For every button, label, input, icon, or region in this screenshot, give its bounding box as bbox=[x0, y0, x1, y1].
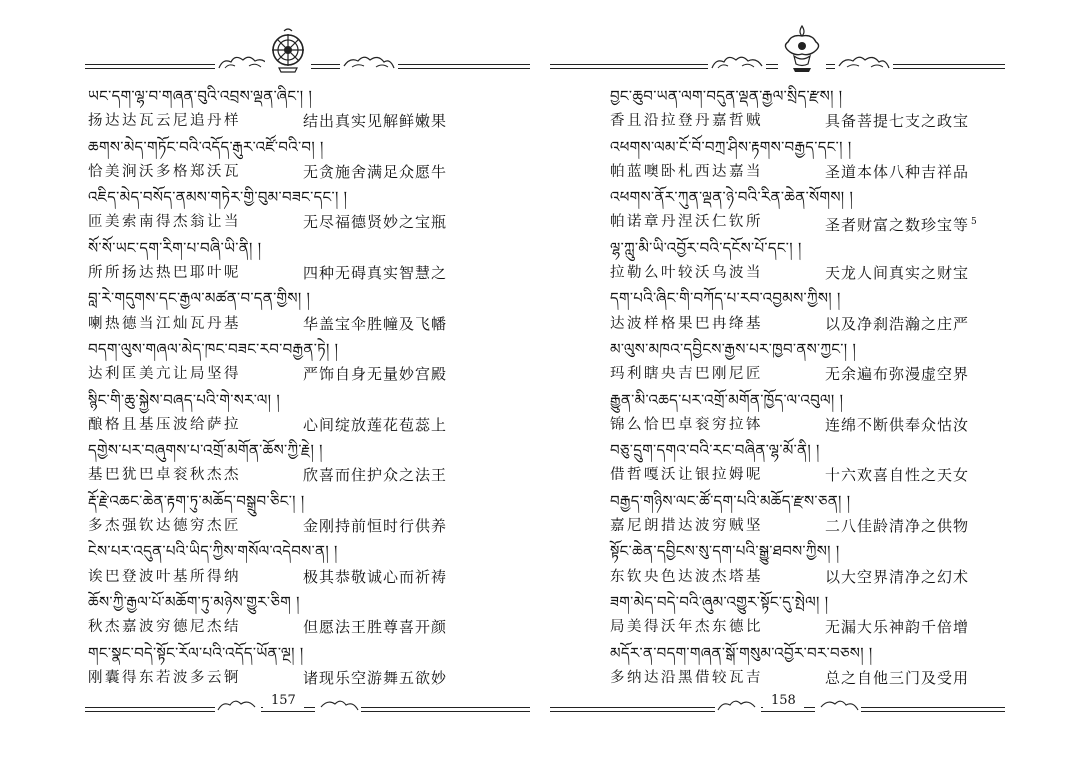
chinese-line bbox=[610, 666, 1050, 691]
translation: 总之自他三门及受用 bbox=[825, 668, 970, 687]
transliteration: 借哲嘎沃让银拉姆呢 bbox=[610, 467, 763, 484]
tibetan-line: ཟག་མེད་བདེ་བའི་ཞུམ་འགྱུར་སྟོང་དུ་སྤེལ། ། bbox=[610, 592, 829, 611]
transliteration: 刚囊得东若波多云锕 bbox=[88, 669, 241, 686]
translation: 心间绽放莲花苞蕊上 bbox=[303, 415, 448, 434]
tibetan-line: འཕགས་ལམ་ངོ་བོ་བཀྲ་ཤིས་རྟགས་བརྒྱད་དང་། ། bbox=[610, 137, 852, 156]
chinese-line bbox=[88, 261, 528, 286]
translation: 四种无碍真实智慧之 bbox=[303, 264, 448, 283]
chinese-line bbox=[88, 463, 528, 488]
translation: 无贪施舍满足众愿牛 bbox=[303, 162, 448, 181]
cloud-scroll-icon bbox=[835, 52, 893, 74]
chinese-line bbox=[88, 109, 528, 134]
cloud-scroll-icon bbox=[715, 695, 761, 717]
transliteration: 秋杰嘉波穷德尼杰结 bbox=[88, 619, 241, 636]
transliteration: 酿格且基压波给萨拉 bbox=[88, 416, 241, 433]
chinese-line bbox=[88, 362, 528, 387]
chinese-line bbox=[610, 312, 1050, 337]
chinese-line bbox=[88, 312, 528, 337]
translation: 极其恭敬诚心而祈祷 bbox=[303, 567, 448, 586]
translation: 诸现乐空游舞五欲妙 bbox=[303, 668, 448, 687]
translation bbox=[825, 210, 978, 238]
transliteration: 恰美涧沃多格郑沃瓦 bbox=[88, 163, 241, 180]
chinese-line bbox=[610, 514, 1050, 539]
dharma-wheel-emblem-icon bbox=[265, 28, 311, 74]
transliteration: 帕诺章丹涅沃仁钦所 bbox=[610, 214, 763, 231]
transliteration: 嘉尼朗措达波穷贼坚 bbox=[610, 518, 763, 535]
tibetan-line: དགྱེས་པར་བཞུགས་པ་འགྲོ་མགོན་ཆོས་ཀྱི་རྗེ། ། bbox=[88, 441, 323, 460]
translation: 无尽福德贤妙之宝瓶 bbox=[303, 213, 448, 232]
transliteration: 帕蓝噢卧札西达嘉当 bbox=[610, 163, 763, 180]
chinese-line bbox=[610, 109, 1050, 134]
tibetan-line: མ་ལུས་མཁའ་དབྱིངས་རྒྱས་པར་ཁྱབ་ནས་ཀྱང་། ། bbox=[610, 339, 857, 358]
translation: 以大空界清净之幻术 bbox=[825, 567, 970, 586]
tibetan-line: འཇིད་མེད་བསོད་ནམས་གཏེར་གྱི་བུམ་བཟང་དང་། ། bbox=[88, 188, 348, 207]
chinese-line bbox=[610, 160, 1050, 185]
transliteration: 局美得沃年杰东德比 bbox=[610, 619, 763, 636]
transliteration: 多纳达沿黑借较瓦吉 bbox=[610, 669, 763, 686]
right-page bbox=[540, 0, 1080, 740]
tibetan-line: སྙིང་གི་ཆུ་སྐྱེས་བཞད་པའི་གེ་སར་ལ། ། bbox=[88, 390, 280, 409]
translation: 无漏大乐神韵千倍增 bbox=[825, 618, 970, 637]
transliteration: 诶巴登波叶基所得纳 bbox=[88, 568, 241, 585]
translation: 金刚持前恒时行供养 bbox=[303, 517, 448, 536]
transliteration: 多杰强钦达德穷杰匠 bbox=[88, 518, 241, 535]
transliteration: 达波样格果巴冉绛基 bbox=[610, 315, 763, 332]
translation: 结出真实见解鲜嫩果 bbox=[303, 112, 448, 131]
chinese-line bbox=[610, 565, 1050, 590]
treasure-vase-emblem-icon bbox=[778, 24, 826, 74]
cloud-scroll-icon bbox=[215, 695, 261, 717]
tibetan-line: ཡང་དག་ལྷ་བ་གཞན་བུའི་འབྲས་ལྡན་ཞིང་། ། bbox=[88, 87, 313, 105]
left-text-block bbox=[88, 84, 528, 691]
chinese-line bbox=[88, 514, 528, 539]
chinese-line bbox=[610, 210, 1050, 235]
cloud-scroll-icon bbox=[708, 52, 766, 74]
cloud-scroll-icon bbox=[315, 695, 361, 717]
tibetan-line: སོ་སོ་ཡང་དག་རིག་པ་བཞི་ཡི་ནི། ། bbox=[88, 238, 262, 257]
transliteration: 喇热德当江灿瓦丹基 bbox=[88, 315, 241, 332]
chinese-line bbox=[88, 565, 528, 590]
translation: 严饰自身无量妙宫殿 bbox=[303, 365, 448, 384]
chinese-line bbox=[88, 210, 528, 235]
transliteration: 拉勒么叶较沃乌波当 bbox=[610, 265, 763, 282]
translation: 圣道本体八种吉祥品 bbox=[825, 162, 970, 181]
tibetan-line: བརྒྱད་གཉིས་ལང་ཚོ་དག་པའི་མཆོད་རྫས་ཅན། ། bbox=[610, 491, 851, 510]
translation-text: 圣者财富之数珍宝等 bbox=[825, 216, 970, 235]
tibetan-line: རྒྱུན་མི་འཆད་པར་འགྲོ་མགོན་ཁྱོད་ལ་འབུལ། ། bbox=[610, 390, 844, 409]
chinese-line bbox=[610, 463, 1050, 488]
transliteration: 达利匡美亢让局坚得 bbox=[88, 366, 241, 383]
tibetan-line: རྡོ་རྗེ་འཆང་ཆེན་རྟག་ཏུ་མཆོད་བསྒྲུབ་ཅིང་། ། bbox=[88, 491, 305, 510]
translation: 但愿法王胜尊喜开颜 bbox=[303, 618, 448, 637]
tibetan-line: ཆགས་མེད་གཏོང་བའི་འདོད་རྒུར་འཛོ་བའི་བ། ། bbox=[88, 137, 324, 156]
page-number: 157 bbox=[263, 693, 304, 708]
left-page bbox=[0, 0, 540, 740]
transliteration: 扬达达瓦云尼追丹样 bbox=[88, 113, 241, 130]
tibetan-line: ལྷ་ཀླུ་མི་ཡི་འབྱོར་བའི་དངོས་པོ་དང་། ། bbox=[610, 238, 802, 257]
chinese-line bbox=[610, 615, 1050, 640]
tibetan-line: གང་སྣང་བདེ་སྟོང་རོལ་པའི་འདོད་ཡོན་ལྔ། ། bbox=[88, 643, 304, 662]
chinese-line bbox=[88, 160, 528, 185]
page-number: 158 bbox=[763, 693, 804, 708]
translation: 连绵不断供奉众怙汝 bbox=[825, 415, 970, 434]
left-header-ornament bbox=[85, 60, 530, 74]
cloud-scroll-icon bbox=[815, 695, 861, 717]
translation: 十六欢喜自性之天女 bbox=[825, 466, 970, 485]
translation: 无余遍布弥漫虚空界 bbox=[825, 365, 970, 384]
tibetan-line: དག་པའི་ཞིང་གི་བཀོད་པ་རབ་འབྱམས་ཀྱིས། ། bbox=[610, 289, 841, 308]
transliteration: 东钦央色达波杰塔基 bbox=[610, 568, 763, 585]
tibetan-line: བཅུ་དྲུག་དགའ་བའི་རང་བཞིན་ལྷ་མོ་ནི། ། bbox=[610, 441, 820, 460]
translation: 具备菩提七支之政宝 bbox=[825, 112, 970, 131]
chinese-line bbox=[88, 413, 528, 438]
tibetan-line: བླ་རེ་གདུགས་དང་རྒྱལ་མཚན་བ་དན་གྱིས། ། bbox=[88, 289, 311, 308]
tibetan-line: བདག་ལུས་གཞལ་མེད་ཁང་བཟང་རབ་བརྒྱན་ཏེ། ། bbox=[88, 339, 339, 358]
chinese-line bbox=[88, 666, 528, 691]
translation: 华盖宝伞胜幢及飞幡 bbox=[303, 314, 448, 333]
transliteration: 玛利瞎央吉巴刚尼匠 bbox=[610, 366, 763, 383]
right-text-block bbox=[610, 84, 1050, 691]
right-footer-ornament bbox=[550, 695, 1005, 719]
tibetan-line: མདོར་ན་བདག་གཞན་སྒོ་གསུམ་འབྱོར་བར་བཅས། ། bbox=[610, 643, 873, 662]
tibetan-line: ཆོས་ཀྱི་རྒྱལ་པོ་མཆོག་ཏུ་མཉེས་གྱུར་ཅིག ། bbox=[88, 592, 300, 611]
chinese-line bbox=[610, 362, 1050, 387]
translation: 天龙人间真实之财宝 bbox=[825, 264, 970, 283]
tibetan-line: བྱང་ཆུབ་ཡན་ལག་བདུན་ལྡན་རྒྱལ་སྲིད་རྫས། ། bbox=[610, 87, 843, 105]
transliteration: 香且沿拉登丹嘉哲贼 bbox=[610, 113, 763, 130]
tibetan-line: སྟོང་ཆེན་དབྱིངས་སུ་དག་པའི་སྒྱུ་ཐབས་ཀྱིས། ། bbox=[610, 542, 840, 561]
transliteration: 锦么恰巴卓衮穷拉钵 bbox=[610, 416, 763, 433]
footnote-marker: 5 bbox=[971, 217, 978, 228]
transliteration: 所所扬达热巴耶叶呢 bbox=[88, 265, 241, 282]
chinese-line bbox=[88, 615, 528, 640]
chinese-line bbox=[610, 413, 1050, 438]
right-header-ornament bbox=[550, 60, 1005, 74]
translation: 以及净刹浩瀚之庄严 bbox=[825, 314, 970, 333]
translation: 二八佳龄清净之供物 bbox=[825, 517, 970, 536]
left-footer-ornament bbox=[85, 695, 530, 719]
translation: 欣喜而住护众之法王 bbox=[303, 466, 448, 485]
tibetan-line: ངེས་པར་འདུན་པའི་ཡིད་ཀྱིས་གསོལ་འདེབས་ན། ། bbox=[88, 542, 338, 561]
tibetan-line: འཕགས་ནོར་ཀུན་ལྡན་ཉེ་བའི་རིན་ཆེན་སོགས། ། bbox=[610, 188, 854, 207]
cloud-scroll-icon bbox=[340, 52, 398, 74]
transliteration: 基巴犹巴卓衮秋杰杰 bbox=[88, 467, 241, 484]
transliteration: 匝美索南得杰翁让当 bbox=[88, 214, 241, 231]
chinese-line bbox=[610, 261, 1050, 286]
